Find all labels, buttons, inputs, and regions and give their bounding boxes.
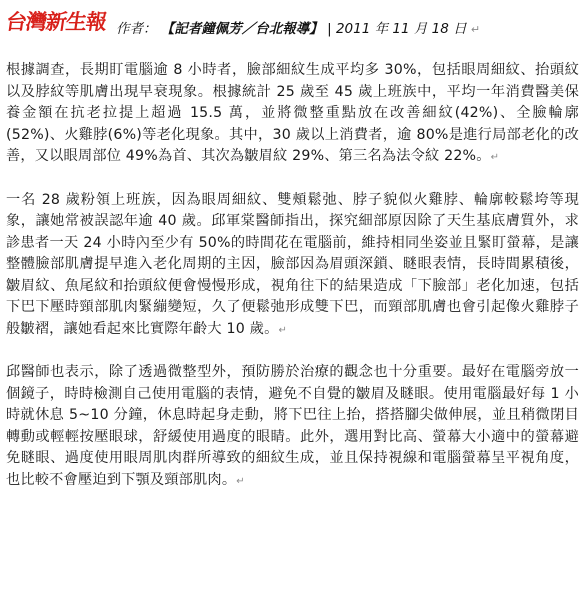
paragraph-text: 一名 28 歲粉領上班族，因為眼周細紋、雙頰鬆弛、脖子貌似火雞脖、輪廓較鬆垮等現象，讓她常被誤認年逾 40 歲。邱軍棠醫師指出，探究細部原因除了天生基底膚質外，求診患者一天 24 小時內至少有 50%的時間花在電腦前，維持相同坐姿並且緊盯螢幕，是讓整體臉部肌膚提早進入老化周期的主因，臉部因為眉頭深鎖、瞇眼表情，長時間累積後，皺眉紋、魚尾紋和抬頭紋便會慢慢形成，視角往下的結果造成「下臉部」老化加速，包括下巴下壓時頸部肌肉緊繃變短，久了便鬆弛形成雙下巴，而頸部肌膚也會引起像火雞脖子般皺褶，讓她看起來比實際年齡大 10 歲。 xyxy=(6,191,579,337)
article-paragraph xyxy=(6,60,579,169)
article-paragraph xyxy=(6,190,579,342)
byline xyxy=(116,20,480,39)
paragraph-mark-icon: ↵ xyxy=(278,324,288,336)
paragraph-text: 邱醫師也表示，除了透過微整型外，預防勝於治療的觀念也十分重要。最好在電腦旁放一個鏡子，時時檢測自己使用電腦的表情，避免不自覺的皺眉及瞇眼。使用電腦最好每 1 小時就休息 5~10 分鐘，休息時起身走動，將下巴往上抬，搭搭腳尖做伸展，並且稍微閉目轉動或輕輕按壓眼球，舒緩使用過度的眼睛。此外，選用對比高、螢幕大小適中的螢幕避免瞇眼、過度使用眼周肌肉群所導致的細紋生成，並且保持視線和電腦螢幕呈平視角度，也比較不會壓迫到下顎及頸部肌肉。 xyxy=(6,364,579,488)
byline-separator: | xyxy=(327,21,336,37)
author-value: 【記者鐘佩芳／台北報導】 xyxy=(160,21,323,37)
article-header xyxy=(6,8,578,48)
article-body xyxy=(6,60,579,513)
paragraph-mark-icon: ↵ xyxy=(490,152,500,163)
paragraph-mark-icon: ↵ xyxy=(470,23,481,36)
newspaper-logo: 台灣新生報 xyxy=(4,9,108,34)
paragraph-mark-icon: ↵ xyxy=(236,475,245,487)
author-label: 作者： xyxy=(116,21,157,37)
publish-date: 2011 年 11 月 18 日 xyxy=(335,21,467,37)
paragraph-text: 根據調查，長期盯電腦逾 8 小時者，臉部細紋生成平均多 30%，包括眼周細紋、抬頭紋以及脖紋等肌膚出現早衰現象。根據統計 25 歲至 45 歲上班族中，平均一年消費醫美保養金額在抗老拉提上超過 15.5 萬，並將微整重點放在改善細紋(42%)、全臉輪廓(52%)、火雞脖(6%)等老化現象。其中，30 歲以上消費者，逾 80%是進行局部老化的改善，又以眼周部位 49%為首、其次為皺眉紋 29%、第三名為法令紋 22%。 xyxy=(6,62,579,164)
article-paragraph xyxy=(6,362,579,492)
